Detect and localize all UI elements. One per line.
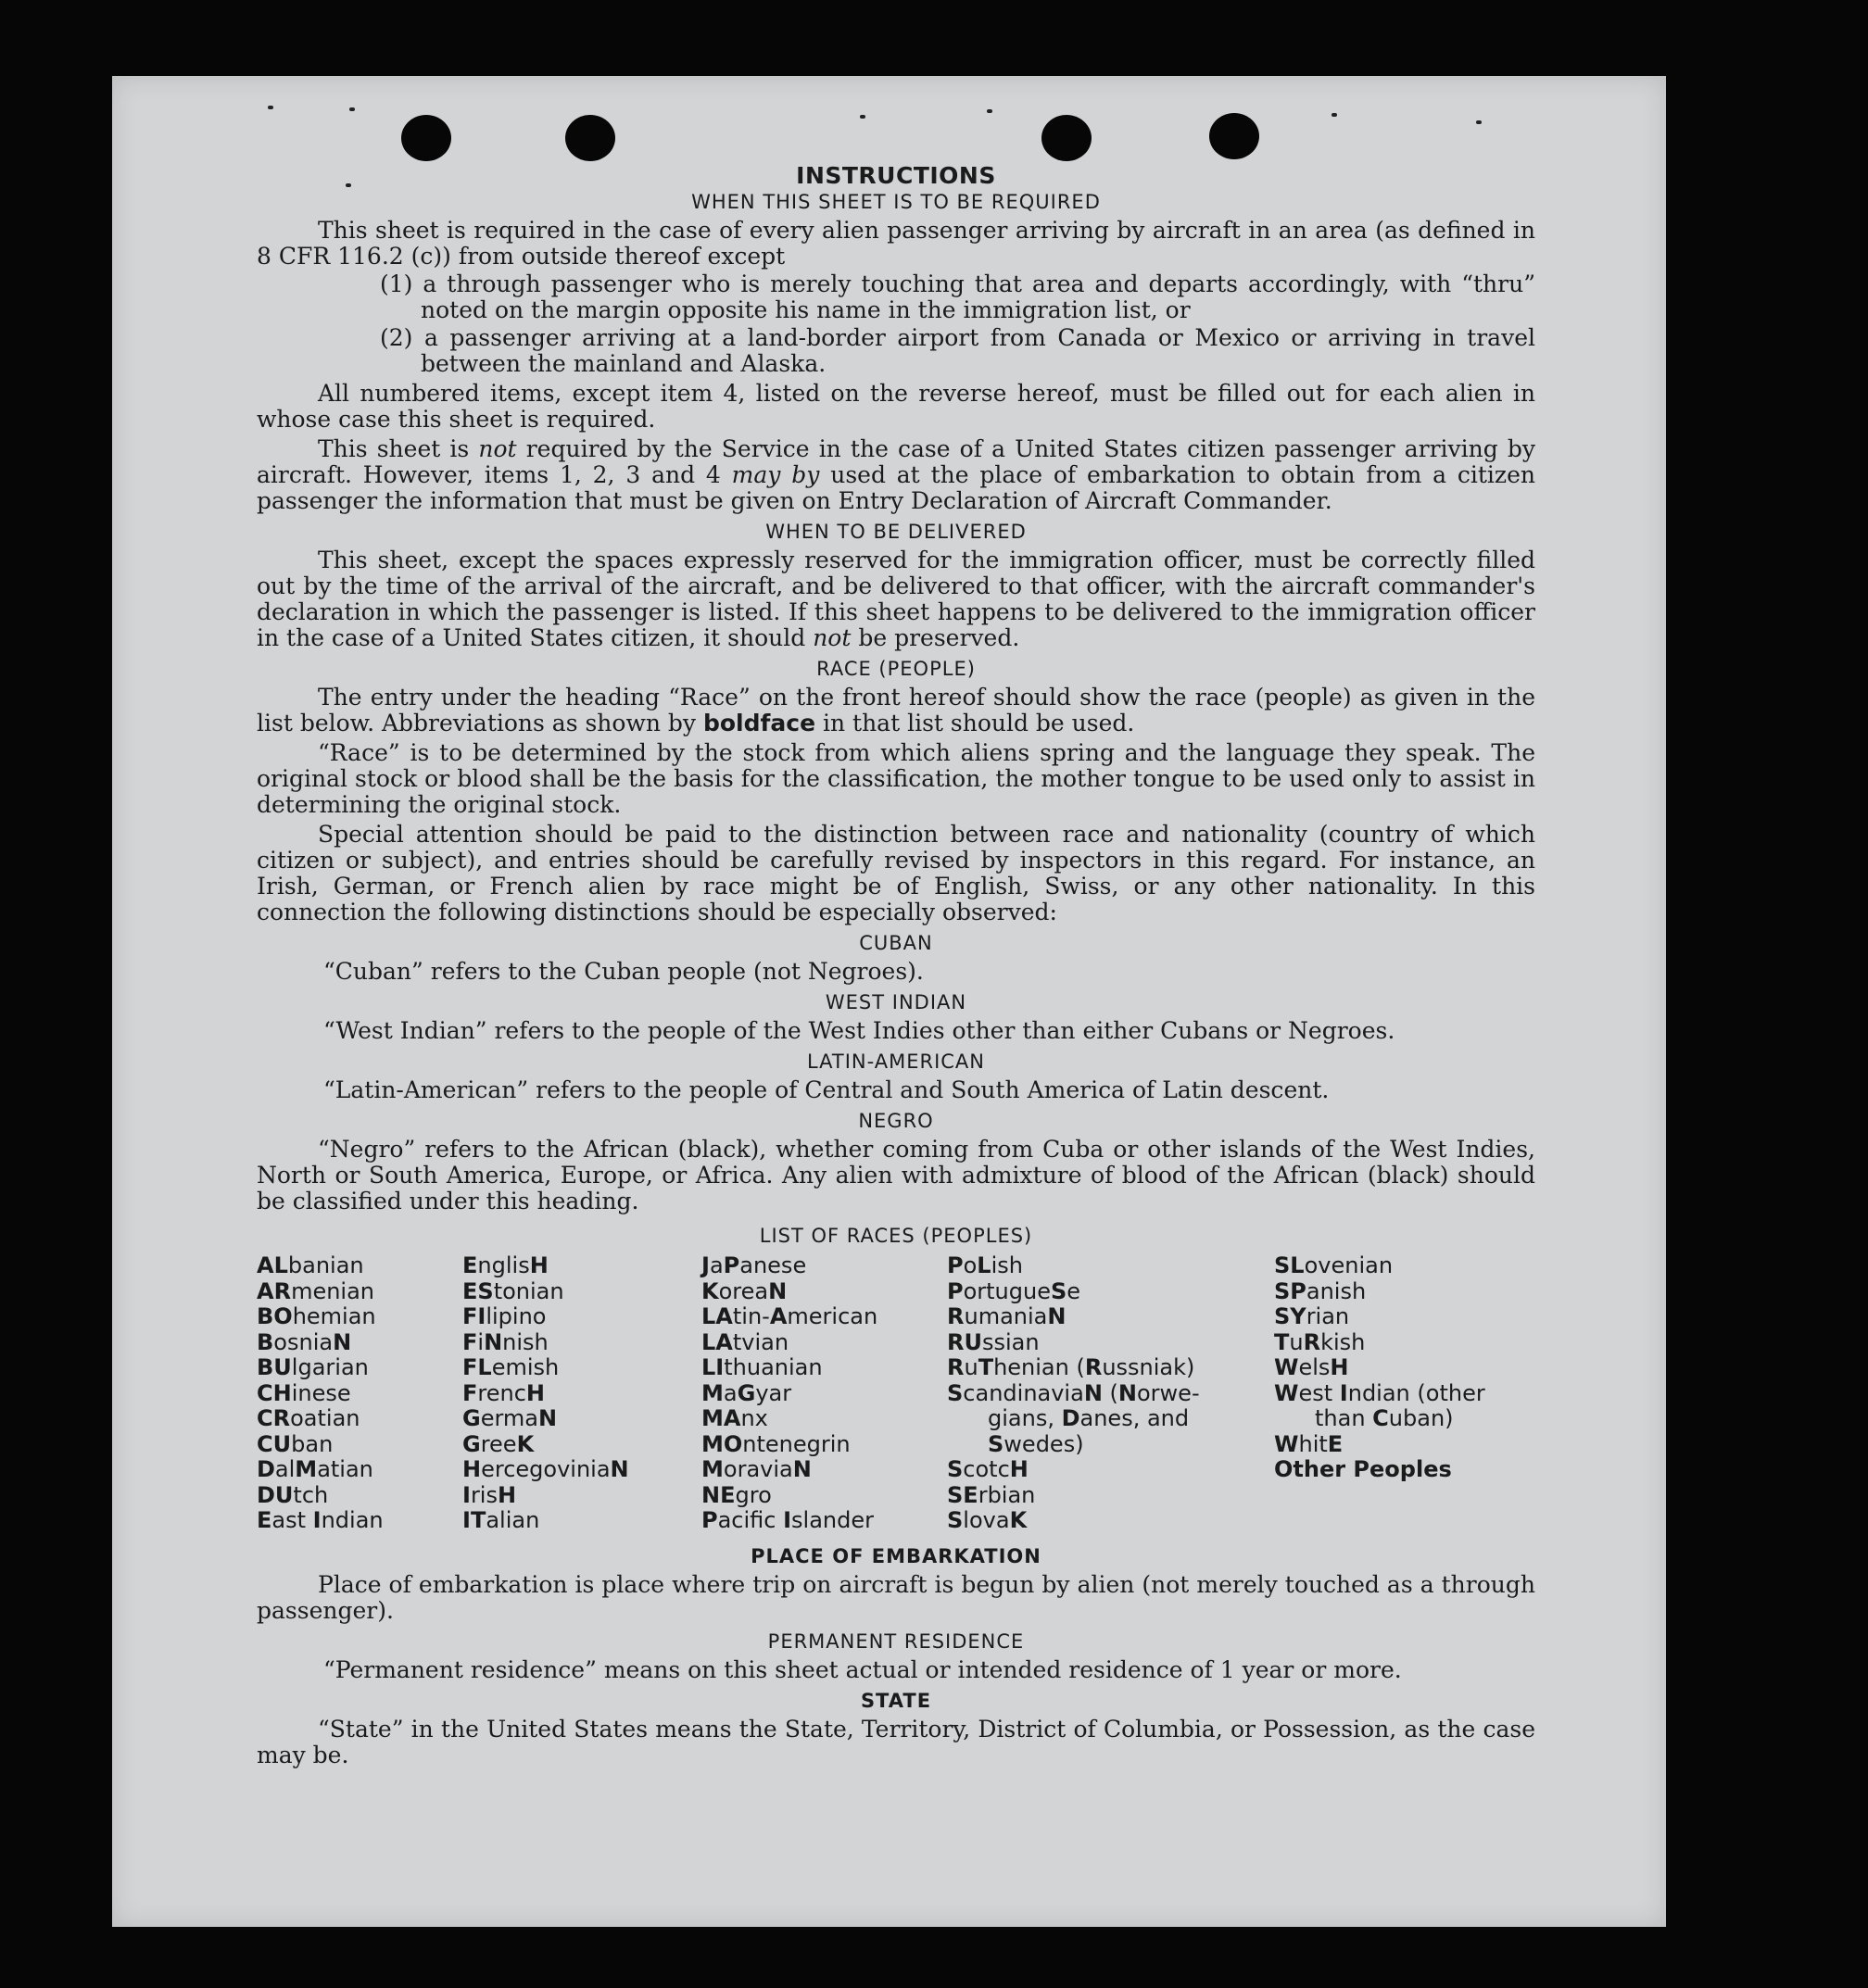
race-entry: MOntenegrin xyxy=(701,1430,851,1457)
races-column-3 xyxy=(701,1253,877,1534)
race-entry: FiNnish xyxy=(462,1328,549,1355)
race-entry: ITalian xyxy=(462,1507,540,1533)
paragraph: Place of embarkation is place where trip on aircraft is begun by alien (not merely touched as a through passenger). xyxy=(257,1571,1535,1624)
races-column-1 xyxy=(257,1253,384,1534)
race-entry: MAnx xyxy=(701,1405,768,1431)
paragraph: “State” in the United States means the State, Territory, District of Columbia, or Possession, as the case may be. xyxy=(257,1716,1535,1768)
speck xyxy=(987,109,992,113)
document-sheet xyxy=(112,76,1666,1927)
race-entry: FrencH xyxy=(462,1379,546,1406)
race-entry: RUssian xyxy=(947,1328,1040,1355)
race-entry: ALbanian xyxy=(257,1252,364,1278)
race-entry: ScandinaviaN (Norwe- xyxy=(947,1379,1200,1406)
paragraph: “Cuban” refers to the Cuban people (not Negroes). xyxy=(323,958,924,985)
race-entry: LAtvian xyxy=(701,1328,789,1355)
race-entry: BUlgarian xyxy=(257,1354,369,1380)
race-entry: GermaN xyxy=(462,1405,558,1431)
race-entry: East Indian xyxy=(257,1507,384,1533)
race-entry: HercegoviniaN xyxy=(462,1456,629,1482)
list-item: (1) a through passenger who is merely touching that area and departs accordingly, with “thru” noted on the margin opposite his name in the immigration list, or xyxy=(380,271,1535,323)
section-heading: NEGRO xyxy=(858,1110,934,1132)
paragraph: “Negro” refers to the African (black), whether coming from Cuba or other islands of the West Indies, North or South America, Europe, or Africa. Any alien with admixture of blood of the African (black) should be classified under this heading. xyxy=(257,1136,1535,1214)
paragraph: The entry under the heading “Race” on the front hereof should show the race (people) as given in the list below. Abbreviations as shown by boldface in that list should be used. xyxy=(257,684,1535,736)
paragraph: “Race” is to be determined by the stock from which aliens spring and the language they speak. The original stock or blood shall be the basis for the classification, the mother tongue to be used only to assist in determining the original stock. xyxy=(257,739,1535,818)
paragraph: This sheet is required in the case of every alien passenger arriving by aircraft in an area (as defined in 8 CFR 116.2 (c)) from outside thereof except xyxy=(257,217,1535,270)
race-entry: EnglisH xyxy=(462,1252,549,1278)
instructions-body xyxy=(257,162,1535,1768)
race-entry: PortugueSe xyxy=(947,1277,1081,1304)
race-entry: SErbian xyxy=(947,1481,1036,1508)
race-entry: SYrian xyxy=(1274,1303,1350,1329)
section-heading: RACE (PEOPLE) xyxy=(816,658,976,680)
race-entry: GreeK xyxy=(462,1430,535,1457)
races-column-2 xyxy=(462,1253,629,1534)
race-entry: LIthuanian xyxy=(701,1354,823,1380)
race-entry: IrisH xyxy=(462,1481,517,1508)
race-entry: Pacific Islander xyxy=(701,1507,875,1533)
race-entry: PoLish xyxy=(947,1252,1023,1278)
section-heading: WHEN TO BE DELIVERED xyxy=(765,521,1027,543)
race-entry: CHinese xyxy=(257,1379,351,1406)
race-entry: WelsH xyxy=(1274,1354,1349,1380)
race-entry: RumaniaN xyxy=(947,1303,1067,1329)
race-entry: FLemish xyxy=(462,1354,560,1380)
race-entry: SlovaK xyxy=(947,1507,1028,1533)
speck xyxy=(1476,120,1482,124)
races-column-4 xyxy=(947,1253,1200,1534)
paragraph: “West Indian” refers to the people of the West Indies other than either Cubans or Negroes. xyxy=(323,1017,1395,1044)
section-heading: PERMANENT RESIDENCE xyxy=(767,1630,1025,1653)
race-entry: RuThenian (Russniak) xyxy=(947,1354,1195,1380)
race-entry: MaGyar xyxy=(701,1379,792,1406)
speck xyxy=(268,106,273,109)
paragraph: This sheet, except the spaces expressly reserved for the immigration officer, must be correctly filled out by the time of the arrival of the aircraft, and be delivered to that officer, with the aircraft commander's declaration in which the passenger is listed. If this sheet happens to be delivered to the immigration officer in the case of a United States citizen, it should not be preserved. xyxy=(257,547,1535,651)
section-heading: STATE xyxy=(860,1690,932,1712)
race-entry: MoraviaN xyxy=(701,1456,812,1482)
race-entry: DalMatian xyxy=(257,1456,373,1482)
paragraph: All numbered items, except item 4, listed on the reverse hereof, must be filled out for each alien in whose case this sheet is required. xyxy=(257,380,1535,433)
speck xyxy=(349,107,355,111)
race-entry: CRoatian xyxy=(257,1405,360,1431)
race-entry: EStonian xyxy=(462,1277,564,1304)
punch-hole xyxy=(1041,115,1092,161)
punch-hole xyxy=(1209,113,1259,159)
race-entry: SPanish xyxy=(1274,1277,1367,1304)
race-entry: CUban xyxy=(257,1430,334,1457)
race-entry-continued: than Cuban) xyxy=(1315,1405,1454,1431)
races-column-5 xyxy=(1274,1253,1485,1483)
race-entry: Other Peoples xyxy=(1274,1456,1452,1482)
race-entry: KoreaN xyxy=(701,1277,788,1304)
speck xyxy=(1332,113,1337,117)
paragraph: “Latin-American” refers to the people of Central and South America of Latin descent. xyxy=(323,1076,1330,1103)
paragraph: “Permanent residence” means on this sheet actual or intended residence of 1 year or more. xyxy=(323,1656,1402,1683)
section-heading: LATIN-AMERICAN xyxy=(806,1051,986,1073)
section-heading: WEST INDIAN xyxy=(825,991,967,1013)
section-heading: CUBAN xyxy=(859,932,933,954)
race-entry: NEgro xyxy=(701,1481,772,1508)
punch-hole xyxy=(565,115,615,161)
race-entry: DUtch xyxy=(257,1481,329,1508)
race-entry: LAtin-American xyxy=(701,1303,878,1329)
race-entry: SLovenian xyxy=(1274,1252,1394,1278)
punch-hole xyxy=(401,115,451,161)
race-entry: JaPanese xyxy=(701,1252,807,1278)
paragraph: This sheet is not required by the Service in the case of a United States citizen passenger arriving by aircraft. However, items 1, 2, 3 and 4 may by used at the place of embarkation to obtain from a citizen passenger the information that must be given on Entry Declaration of Aircraft Commander. xyxy=(257,435,1535,514)
race-entry: BosniaN xyxy=(257,1328,352,1355)
race-entry-continued: gians, Danes, and xyxy=(988,1405,1190,1431)
speck xyxy=(860,115,865,119)
section-heading: WHEN THIS SHEET IS TO BE REQUIRED xyxy=(691,191,1101,213)
section-heading: LIST OF RACES (PEOPLES) xyxy=(759,1225,1033,1247)
race-entry: BOhemian xyxy=(257,1303,376,1329)
race-entry-continued: Swedes) xyxy=(988,1430,1084,1457)
paragraph: Special attention should be paid to the distinction between race and nationality (country of which citizen or subject), and entries should be carefully revised by inspectors in this regard. For instance, an Irish, German, or French alien by race might be of English, Swiss, or any other nationality. In this connection the following distinctions should be especially observed: xyxy=(257,821,1535,925)
race-entry: FIlipino xyxy=(462,1303,547,1329)
race-entry: ScotcH xyxy=(947,1456,1029,1482)
page-title: INSTRUCTIONS xyxy=(796,162,996,189)
section-heading: PLACE OF EMBARKATION xyxy=(751,1545,1041,1567)
race-entry: WhitE xyxy=(1274,1430,1344,1457)
races-list xyxy=(257,1253,1535,1542)
race-entry: West Indian (other xyxy=(1274,1379,1485,1406)
race-entry: ARmenian xyxy=(257,1277,375,1304)
race-entry: TuRkish xyxy=(1274,1328,1366,1355)
list-item: (2) a passenger arriving at a land-border airport from Canada or Mexico or arriving in travel between the mainland and Alaska. xyxy=(380,324,1535,377)
